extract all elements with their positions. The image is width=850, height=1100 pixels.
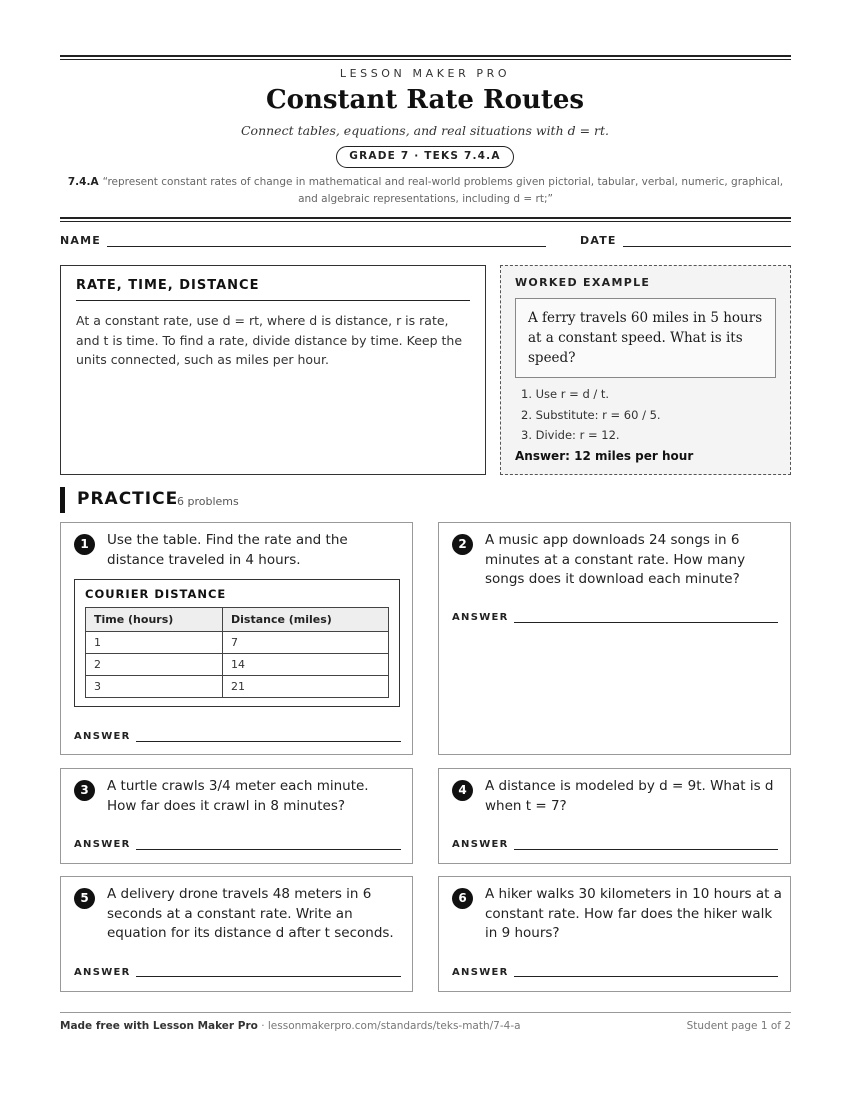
answer-label: ANSWER [452, 612, 509, 623]
page-title: Constant Rate Routes [265, 85, 585, 115]
table-cell: 7 [223, 632, 389, 654]
table-header-row [86, 608, 389, 632]
worked-example-problem: A ferry travels 60 miles in 5 hours at a constant speed. What is its speed? [515, 298, 776, 378]
table-cell: 1 [86, 632, 223, 654]
concept-text: At a constant rate, use d = rt, where d is distance, r is rate, and t is time. To find a rate, divide distance by time. Keep the units connected, such as miles per hour. [76, 313, 463, 367]
table-row [86, 632, 389, 654]
answer-label: ANSWER [74, 967, 131, 978]
table-cell: 14 [223, 654, 389, 676]
answer-label: ANSWER [452, 967, 509, 978]
table-cell: 21 [223, 676, 389, 698]
answer-field[interactable] [136, 976, 401, 977]
table-title: COURIER DISTANCE [85, 587, 227, 601]
table-cell: 2 [86, 654, 223, 676]
name-field[interactable] [107, 246, 546, 247]
problem-text: Use the table. Find the rate and the distance traveled in 4 hours. [107, 532, 348, 568]
brand-name: LESSON MAKER PRO [339, 67, 511, 80]
grade-badge: GRADE 7 · TEKS 7.4.A [336, 146, 514, 168]
problem-card-2 [438, 522, 791, 755]
practice-heading: PRACTICE [77, 489, 179, 509]
concept-title: RATE, TIME, DISTANCE [76, 278, 470, 301]
problem-card-3 [60, 768, 413, 864]
table-header-cell: Time (hours) [86, 608, 223, 632]
problem-card-5 [60, 876, 413, 992]
problem-text: A hiker walks 30 kilometers in 10 hours at a constant rate. How far does the hiker walk in 9 hours? [485, 886, 782, 941]
worked-example-title: WORKED EXAMPLE [515, 276, 651, 289]
answer-field[interactable] [514, 622, 778, 623]
problem-number: 3 [74, 780, 95, 801]
answer-label: ANSWER [74, 731, 131, 742]
problem-card-1 [60, 522, 413, 755]
practice-count: 6 problems [177, 495, 239, 508]
problem-text: A delivery drone travels 48 meters in 6 seconds at a constant rate. Write an equation for its distance d after t seconds. [107, 886, 394, 941]
problem-number: 1 [74, 534, 95, 555]
worked-example-step: 3. Divide: r = 12. [521, 428, 620, 442]
courier-distance-table [85, 607, 389, 698]
worked-example-step: 2. Substitute: r = 60 / 5. [521, 407, 661, 422]
problem-text: A music app downloads 24 songs in 6 minutes at a constant rate. How many songs does it download each minute? [485, 532, 746, 587]
footer-url[interactable]: · lessonmakerpro.com/standards/teks-math/7-4-a [257, 1020, 521, 1032]
answer-label: ANSWER [74, 839, 131, 850]
standard-text: “represent constant rates of change in mathematical and real-world problems given pictorial, tabular, verbal, numeric, graphical, and algebraic representations, including d = rt;” [102, 176, 784, 205]
table-cell: 3 [86, 676, 223, 698]
page-subtitle: Connect tables, equations, and real situations with d = rt. [240, 123, 610, 138]
footer-page-number: Student page 1 of 2 [686, 1020, 791, 1032]
standard-description [60, 174, 791, 208]
footer-credit [60, 1020, 521, 1032]
answer-field[interactable] [136, 849, 401, 850]
worked-example-step: 1. Use r = d / t. [521, 387, 610, 401]
worked-example-box [500, 265, 791, 475]
footer-rule [60, 1012, 791, 1013]
problem-number: 5 [74, 888, 95, 909]
problem-text: A distance is modeled by d = 9t. What is d when t = 7? [485, 778, 774, 814]
problem-number: 2 [452, 534, 473, 555]
date-field[interactable] [623, 246, 791, 247]
problem-card-4 [438, 768, 791, 864]
problem-text: A turtle crawls 3/4 meter each minute. How far does it crawl in 8 minutes? [107, 778, 369, 814]
practice-accent-bar [60, 487, 65, 513]
standard-code: 7.4.A [67, 176, 99, 188]
courier-table-box [74, 579, 400, 707]
answer-field[interactable] [514, 976, 778, 977]
date-label: DATE [580, 234, 617, 247]
problem-card-6 [438, 876, 791, 992]
concept-box [60, 265, 486, 475]
table-header-cell: Distance (miles) [223, 608, 389, 632]
footer-made-with: Made free with Lesson Maker Pro [60, 1020, 258, 1032]
problem-number: 4 [452, 780, 473, 801]
name-label: NAME [60, 234, 101, 247]
header-bottom-rule [60, 217, 791, 222]
worked-example-steps [515, 384, 776, 446]
answer-field[interactable] [136, 741, 401, 742]
worked-example-answer: Answer: 12 miles per hour [515, 448, 694, 463]
answer-field[interactable] [514, 849, 778, 850]
table-row [86, 654, 389, 676]
top-rule [60, 55, 791, 60]
problem-number: 6 [452, 888, 473, 909]
answer-label: ANSWER [452, 839, 509, 850]
table-row [86, 676, 389, 698]
